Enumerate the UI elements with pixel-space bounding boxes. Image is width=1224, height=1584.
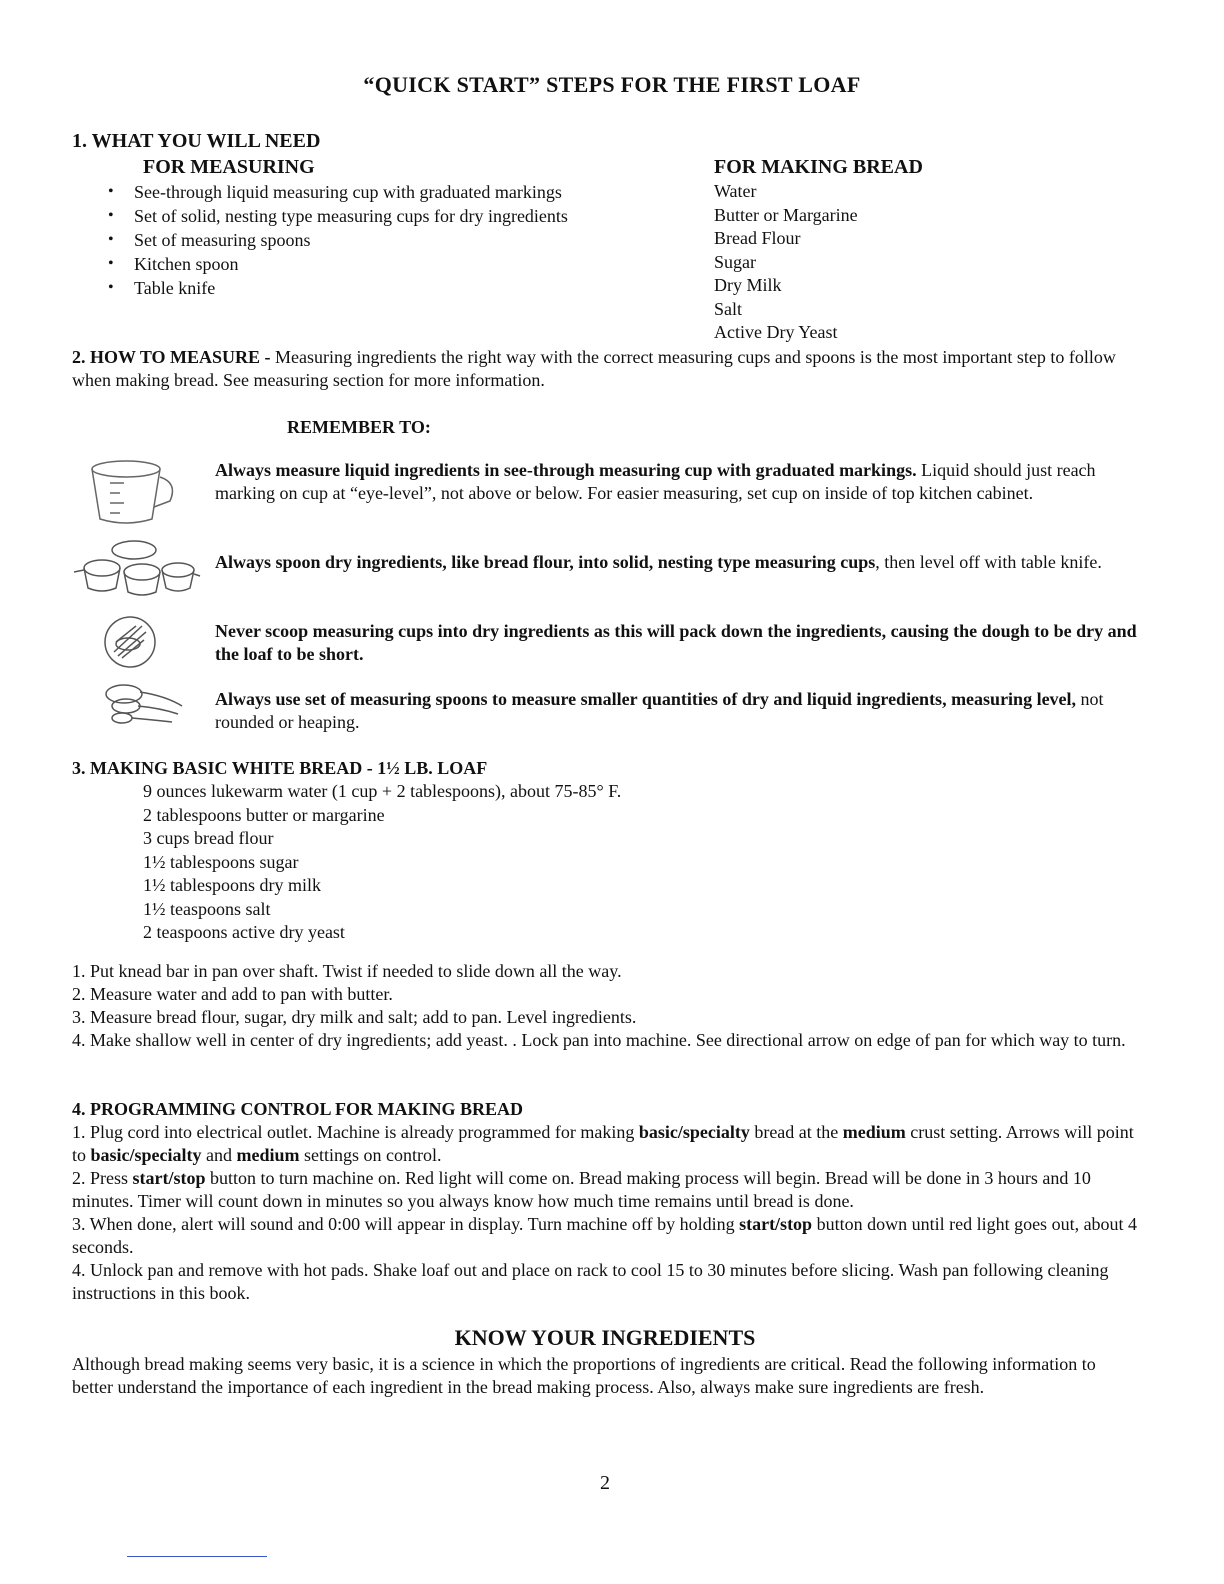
tip-text: , then level off with table knife. xyxy=(875,552,1102,572)
section3-heading: 3. MAKING BASIC WHITE BREAD - 1½ LB. LOAF xyxy=(72,758,488,778)
tip-never-scoop xyxy=(215,620,1145,666)
know-ingredients-heading: KNOW YOUR INGREDIENTS xyxy=(454,1325,756,1350)
nesting-cups-icon xyxy=(72,536,202,606)
text: and xyxy=(201,1145,237,1165)
list-item: Sugar xyxy=(714,251,756,272)
list-item: 1. Put knead bar in pan over shaft. Twist if needed to slide down all the way. xyxy=(72,961,622,981)
list-item: 2. Measure water and add to pan with butter. xyxy=(72,984,393,1004)
section1-heading: 1. WHAT YOU WILL NEED xyxy=(72,130,321,152)
list-item: • Table knife xyxy=(104,276,704,300)
remember-heading: REMEMBER TO: xyxy=(287,417,431,437)
list-item: • Set of measuring spoons xyxy=(104,228,704,252)
list-item xyxy=(72,1213,1142,1259)
list-item: 2 teaspoons active dry yeast xyxy=(143,922,345,942)
text: crust setting. Arrows will point to xyxy=(72,1122,1134,1165)
programming-steps xyxy=(72,1121,1142,1305)
list-item: Dry Milk xyxy=(714,275,782,295)
bold-text: basic/specialty xyxy=(638,1122,750,1142)
measuring-heading: FOR MEASURING xyxy=(143,156,315,178)
bold-text: start/stop xyxy=(739,1214,813,1234)
recipe-ingredients xyxy=(143,780,621,945)
list-item: 3 cups bread flour xyxy=(143,828,274,848)
bold-text: medium xyxy=(236,1145,300,1165)
text: button to turn machine on. Red light will come on. Bread making process will begin. Bread will be done in 3 hours and 10 minutes. Timer will count down in minutes so you always know how much time remains until bread is done. xyxy=(72,1168,1091,1211)
tip-bold: Always use set of measuring spoons to measure smaller quantities of dry and liquid ingredients, measuring level, xyxy=(215,689,1077,709)
section2-heading: 2. HOW TO MEASURE - xyxy=(72,347,271,367)
measuring-list xyxy=(104,180,704,300)
tip-liquid xyxy=(215,459,1145,505)
list-item: 2 tablespoons butter or margarine xyxy=(143,804,385,825)
list-item: 9 ounces lukewarm water (1 cup + 2 tablespoons), about 75-85° F. xyxy=(143,781,622,801)
scoop-warning-icon xyxy=(100,612,160,672)
bold-text: start/stop xyxy=(132,1168,206,1188)
tip-text: not rounded or heaping. xyxy=(215,689,1104,732)
bold-text: basic/specialty xyxy=(90,1145,202,1165)
text: 2. Press xyxy=(72,1168,133,1188)
text: 1. Plug cord into electrical outlet. Machine is already programmed for making xyxy=(72,1122,639,1142)
list-item xyxy=(72,1121,1142,1167)
list-item: Salt xyxy=(714,298,743,319)
list-item: Bread Flour xyxy=(714,228,801,248)
section4-heading: 4. PROGRAMMING CONTROL FOR MAKING BREAD xyxy=(72,1099,523,1119)
text: 3. When done, alert will sound and 0:00 will appear in display. Turn machine off by holding xyxy=(72,1214,740,1234)
tip-bold: Always measure liquid ingredients in see-through measuring cup with graduated markings. xyxy=(215,460,917,480)
tip-dry xyxy=(215,551,1145,574)
measuring-spoons-icon xyxy=(96,680,186,728)
list-item: 1½ tablespoons sugar xyxy=(143,851,299,872)
list-item xyxy=(72,1167,1142,1213)
list-item: 4. Make shallow well in center of dry ingredients; add yeast. . Lock pan into machine. See directional arrow on edge of pan for which way to turn. xyxy=(72,1030,1126,1050)
bold-text: medium xyxy=(842,1122,906,1142)
list-item: • Set of solid, nesting type measuring cups for dry ingredients xyxy=(104,204,704,228)
list-item: • Kitchen spoon xyxy=(104,252,704,276)
tip-spoons xyxy=(215,688,1145,734)
footer-link-line xyxy=(127,1556,267,1557)
tip-bold: Never scoop measuring cups into dry ingredients as this will pack down the ingredients, causing the dough to be dry and the loaf to be short. xyxy=(215,621,1137,664)
list-item: 3. Measure bread flour, sugar, dry milk and salt; add to pan. Level ingredients. xyxy=(72,1007,637,1027)
list-item: Active Dry Yeast xyxy=(714,322,838,342)
page-number: 2 xyxy=(600,1472,610,1494)
text: button down until red light goes out, about 4 seconds. xyxy=(72,1214,1138,1257)
list-item: 1½ teaspoons salt xyxy=(143,898,271,919)
bread-heading: FOR MAKING BREAD xyxy=(714,156,923,178)
list-item: Water xyxy=(714,181,757,201)
how-to-measure-paragraph xyxy=(72,346,1147,392)
recipe-steps xyxy=(72,960,1152,1052)
know-ingredients-text: Although bread making seems very basic, it is a science in which the proportions of ingredients are critical. Read the following information to better understand the importance of each ingredient in the bread making process. Also, always make sure ingredients are fresh. xyxy=(72,1354,1096,1397)
list-item: 1½ tablespoons dry milk xyxy=(143,875,321,895)
tip-bold: Always spoon dry ingredients, like bread flour, into solid, nesting type measuring cups xyxy=(215,552,876,572)
bread-ingredient-list xyxy=(714,180,858,345)
page-title: “QUICK START” STEPS FOR THE FIRST LOAF xyxy=(363,72,861,97)
list-item: • See-through liquid measuring cup with graduated markings xyxy=(104,180,704,204)
tip-text: Liquid should just reach marking on cup at “eye-level”, not above or below. For easier measuring, set cup on inside of top kitchen cabinet. xyxy=(215,460,1096,503)
section2-text: Measuring ingredients the right way with the correct measuring cups and spoons is the most important step to follow when making bread. See measuring section for more information. xyxy=(72,347,1116,390)
list-item: Butter or Margarine xyxy=(714,204,858,225)
liquid-measuring-cup-icon xyxy=(80,455,180,527)
list-item: 4. Unlock pan and remove with hot pads. Shake loaf out and place on rack to cool 15 to 30 minutes before slicing. Wash pan following cleaning instructions in this book. xyxy=(72,1260,1109,1303)
text: settings on control. xyxy=(299,1145,442,1165)
text: bread at the xyxy=(749,1122,843,1142)
